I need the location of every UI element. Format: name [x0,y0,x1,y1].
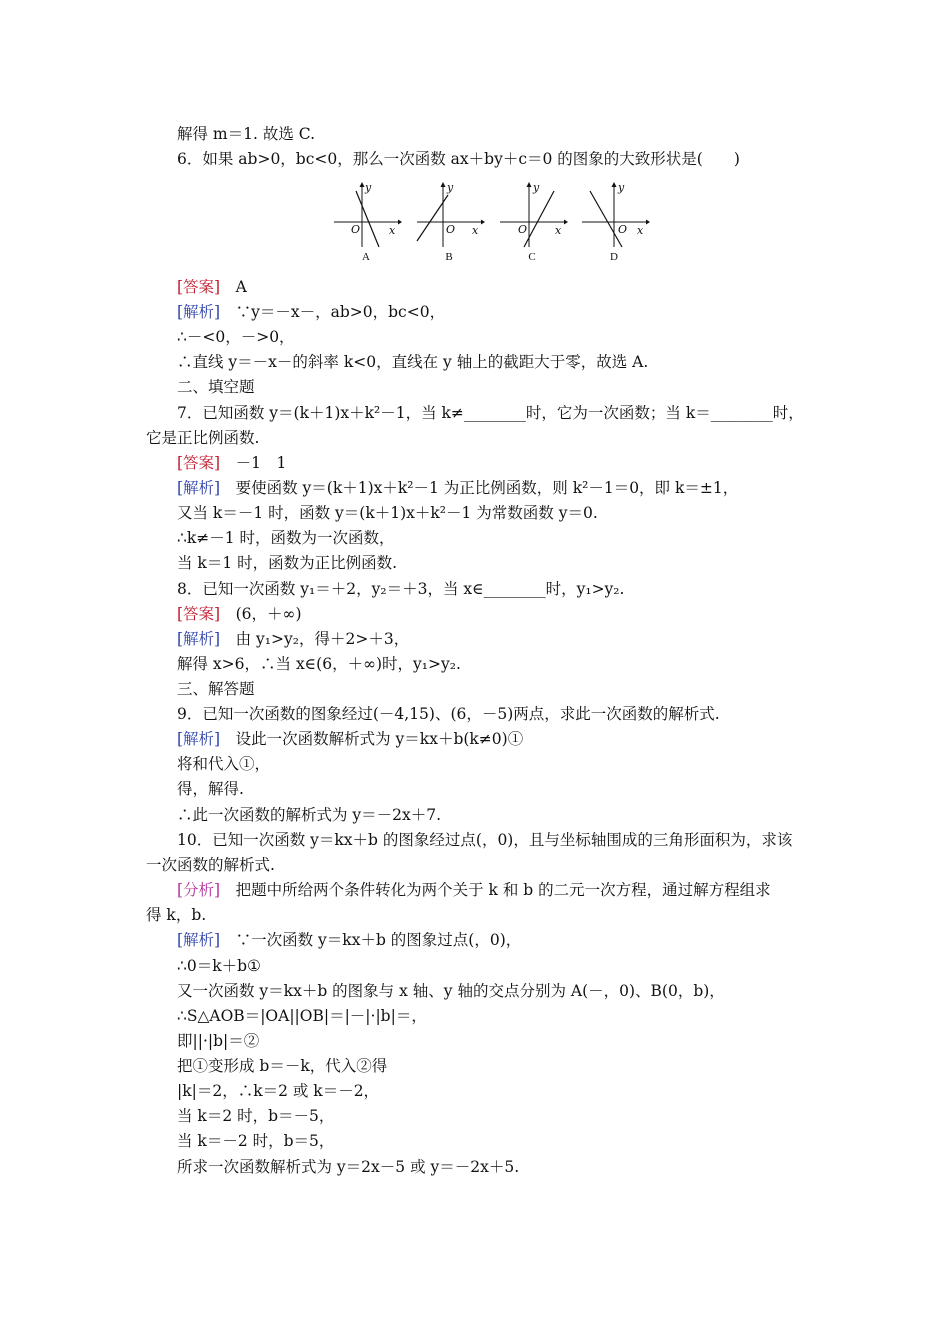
text-line: 当 k＝1 时，函数为正比例函数. [177,554,398,572]
answer-line: [答案] A [177,278,247,296]
y-axis-label: y [365,181,372,194]
y-axis-label: y [447,181,454,194]
text-line: ∴S△AOB＝|OA||OB|＝|－|·|b|＝， [177,1007,427,1025]
analysis-tag: [解析] [177,479,221,497]
answer-tag: [答案] [177,454,221,472]
graph-options [330,181,660,267]
question-10-continued: 一次函数的解析式. [146,856,275,874]
origin-label: O [446,223,456,236]
text-line: 将和代入①， [177,755,271,773]
text-line: 又当 k＝－1 时，函数 y＝(k＋1)x＋k²－1 为常数函数 y＝0. [177,504,598,522]
analysis-line: [解析] ∵y＝－x－，ab>0，bc<0， [177,303,446,321]
text-line: 又一次函数 y＝kx＋b 的图象与 x 轴、y 轴的交点分别为 A(－，0)、B(0，b)， [177,982,725,1000]
x-axis-label: x [637,224,644,237]
graph-caption: A [362,251,370,263]
text-line: 把①变形成 b＝－k，代入②得 [177,1057,388,1075]
graph-option-b [413,181,485,267]
question-10: 10．已知一次函数 y＝kx＋b 的图象经过点(，0)，且与坐标轴围成的三角形面积为，求该 [177,831,793,849]
answer-tag: [答案] [177,278,221,296]
origin-label: O [618,223,628,236]
graph-caption: C [528,251,536,263]
analysis-tag: [解析] [177,303,221,321]
graph-caption: B [445,251,453,263]
x-axis-label: x [555,224,562,237]
text-line: 得，解得. [177,780,244,798]
x-axis-label: x [389,224,396,237]
text-line: 解得 x>6，∴当 x∈(6，＋∞)时，y₁>y₂. [177,655,461,673]
graph-option-d [578,181,650,267]
text-line: 即||·|b|＝② [177,1032,260,1050]
section-heading: 二、填空题 [177,378,255,396]
answer-tag: [答案] [177,605,221,623]
question-9: 9．已知一次函数的图象经过(－4,15)、(6，－5)两点，求此一次函数的解析式. [177,705,720,723]
analysis-tag: [解析] [177,630,221,648]
y-axis-label: y [618,181,625,194]
graph-option-c [496,181,568,267]
graph-option-a [330,181,402,267]
y-axis-label: y [533,181,540,194]
analysis-line: [分析] 把题中所给两个条件转化为两个关于 k 和 b 的二元一次方程，通过解方程组求 [177,881,771,899]
text-line: ∴此一次函数的解析式为 y＝－2x＋7. [177,806,442,824]
text-line: ∴k≠－1 时，函数为一次函数， [177,529,395,547]
section-heading: 三、解答题 [177,680,255,698]
text-line: 当 k＝2 时，b＝－5， [177,1107,335,1125]
text-line: ∴－<0，－>0， [177,328,295,346]
text-line: ∴直线 y＝－x－的斜率 k<0，直线在 y 轴上的截距大于零，故选 A. [177,353,649,371]
x-axis-label: x [472,224,479,237]
text-line: |k|＝2，∴k＝2 或 k＝－2， [177,1082,380,1100]
analysis-line: [解析] 要使函数 y＝(k＋1)x＋k²－1 为正比例函数，则 k²－1＝0，即 k＝±1， [177,479,739,497]
analysis-line: [解析] 由 y₁>y₂，得＋2>＋3， [177,630,410,648]
analysis-line: [解析] ∵一次函数 y＝kx＋b 的图象过点(，0)， [177,931,522,949]
origin-label: O [351,223,361,236]
answer-line: [答案] －1 1 [177,454,287,472]
question-7: 7．已知函数 y＝(k＋1)x＋k²－1，当 k≠________时，它为一次函数；当 k＝________时， [177,404,804,422]
question-6: 6．如果 ab>0，bc<0，那么一次函数 ax＋by＋c＝0 的图象的大致形状是( ) [177,150,740,168]
origin-label: O [518,223,528,236]
analysis-tag: [解析] [177,730,221,748]
answer-line: [答案] (6，＋∞) [177,605,302,623]
text-line: 解得 m＝1. 故选 C. [177,125,316,143]
analysis-tag: [分析] [177,881,221,899]
question-7-continued: 它是正比例函数. [146,429,260,447]
graph-caption: D [610,251,618,263]
analysis-tag: [解析] [177,931,221,949]
text-line: ∴0＝k＋b① [177,957,261,975]
text-line: 所求一次函数解析式为 y＝2x－5 或 y＝－2x＋5. [177,1158,520,1176]
analysis-line: [解析] 设此一次函数解析式为 y＝kx＋b(k≠0)① [177,730,524,748]
question-8: 8．已知一次函数 y₁＝＋2，y₂＝＋3，当 x∈________时，y₁>y₂. [177,580,625,598]
text-line: 当 k＝－2 时，b＝5， [177,1132,335,1150]
text-line: 得 k，b. [146,906,207,924]
